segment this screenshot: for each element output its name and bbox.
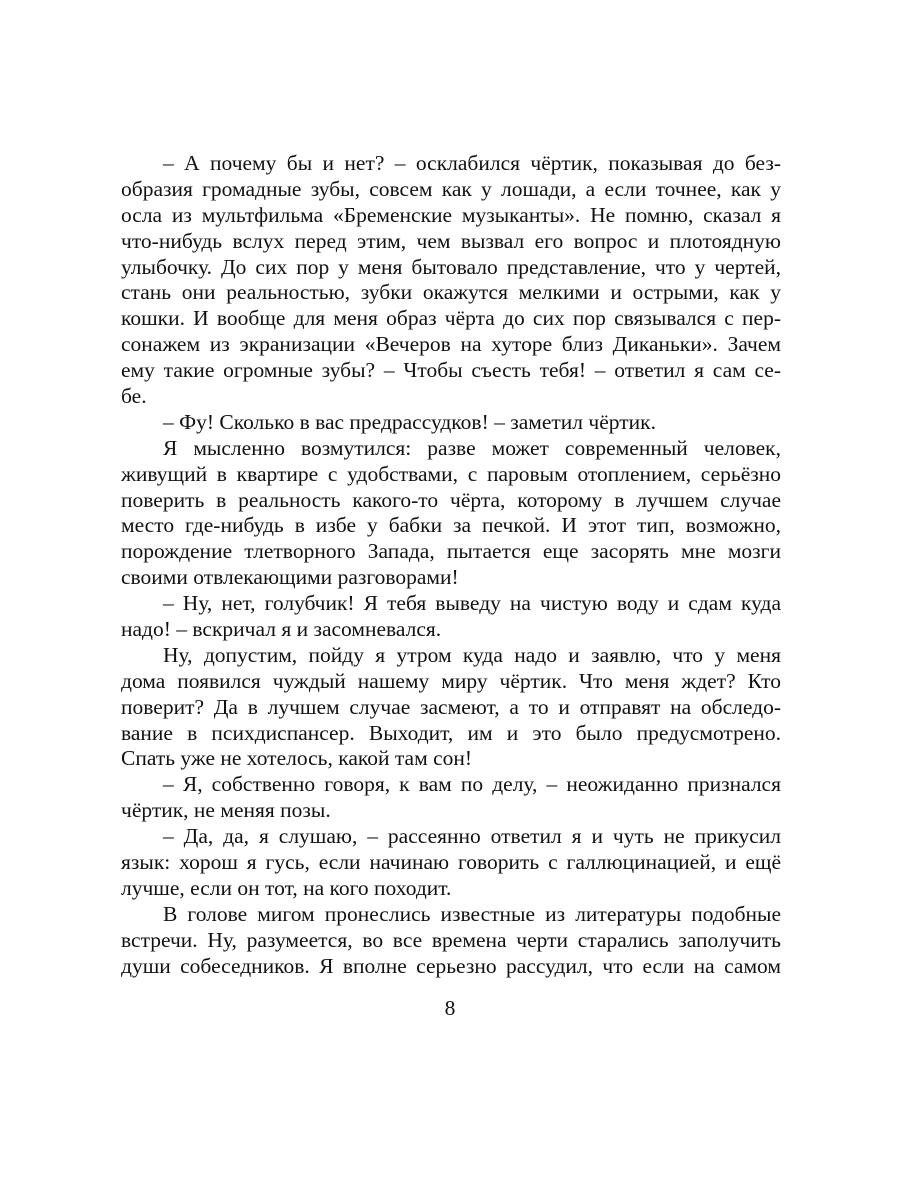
text-line: вание в психдиспансер. Выходит, им и это было предусмотрено. xyxy=(121,720,781,745)
text-line: – Ну, нет, голубчик! Я тебя выведу на чистую воду и сдам куда xyxy=(163,591,781,616)
text-line: живущий в квартире с удобствами, с паровым отоплением, серьёзно xyxy=(121,461,781,486)
text-line: место где-нибудь в избе у бабки за печкой. И этот тип, возможно, xyxy=(121,513,781,538)
text-line: поверить в реальность какого-то чёрта, которому в лучшем случае xyxy=(121,487,781,512)
page-number: 8 xyxy=(444,996,456,1020)
text-line: Ну, допустим, пойду я утром куда надо и заявлю, что у меня xyxy=(163,642,781,667)
text-line: дома появился чуждый нашему миру чёртик. Что меня ждет? Кто xyxy=(121,668,781,693)
text-line: надо! – вскричал я и засомневался. xyxy=(121,617,442,642)
text-line: сонажем из экранизации «Вечеров на хуторе близ Диканьки». Зачем xyxy=(121,332,781,357)
text-line: своими отвлекающими разговорами! xyxy=(121,565,459,590)
text-line: Я мысленно возмутился: разве может современный человек, xyxy=(163,435,781,460)
text-line: образия громадные зубы, совсем как у лошади, а если точнее, как у xyxy=(121,176,781,201)
text-line: – Я, собственно говоря, к вам по делу, – неожиданно признался xyxy=(163,772,781,797)
body-text xyxy=(121,151,781,980)
text-line: порождение тлетворного Запада, пытается еще засорять мне мозги xyxy=(121,539,781,564)
text-line: – Да, да, я слушаю, – рассеянно ответил я и чуть не прикусил xyxy=(163,824,781,849)
text-line: Спать уже не хотелось, какой там сон! xyxy=(121,746,473,771)
text-line: В голове мигом пронеслись известные из литературы подобные xyxy=(163,901,781,926)
text-line: – Фу! Сколько в вас предрассудков! – заметил чёртик. xyxy=(163,409,656,434)
text-line: что-нибудь вслух перед этим, чем вызвал его вопрос и плотоядную xyxy=(121,228,781,253)
text-line: лучше, если он тот, на кого походит. xyxy=(121,875,452,900)
text-line: – А почему бы и нет? – осклабился чёртик, показывая до без- xyxy=(163,151,781,175)
text-line: души собеседников. Я вполне серьезно рассудил, что если на самом xyxy=(121,953,781,978)
text-line: улыбочку. До сих пор у меня бытовало представление, что у чертей, xyxy=(121,254,781,279)
text-line: осла из мультфильма «Бременские музыканты». Не помню, сказал я xyxy=(121,202,781,227)
text-line: поверит? Да в лучшем случае засмеют, а то и отправят на обследо- xyxy=(121,694,781,719)
text-line: встречи. Ну, разумеется, во все времена черти старались заполучить xyxy=(121,927,781,952)
text-line: ему такие огромные зубы? – Чтобы съесть тебя! – ответил я сам се- xyxy=(121,358,781,383)
text-line: стань они реальностью, зубки окажутся мелкими и острыми, как у xyxy=(121,280,781,305)
text-line: чёртик, не меняя позы. xyxy=(121,798,331,823)
text-line: язык: хорош я гусь, если начинаю говорить с галлюцинацией, и ещё xyxy=(121,850,781,875)
text-line: бе. xyxy=(121,384,147,409)
text-line: кошки. И вообще для меня образ чёрта до сих пор связывался с пер- xyxy=(121,306,781,331)
